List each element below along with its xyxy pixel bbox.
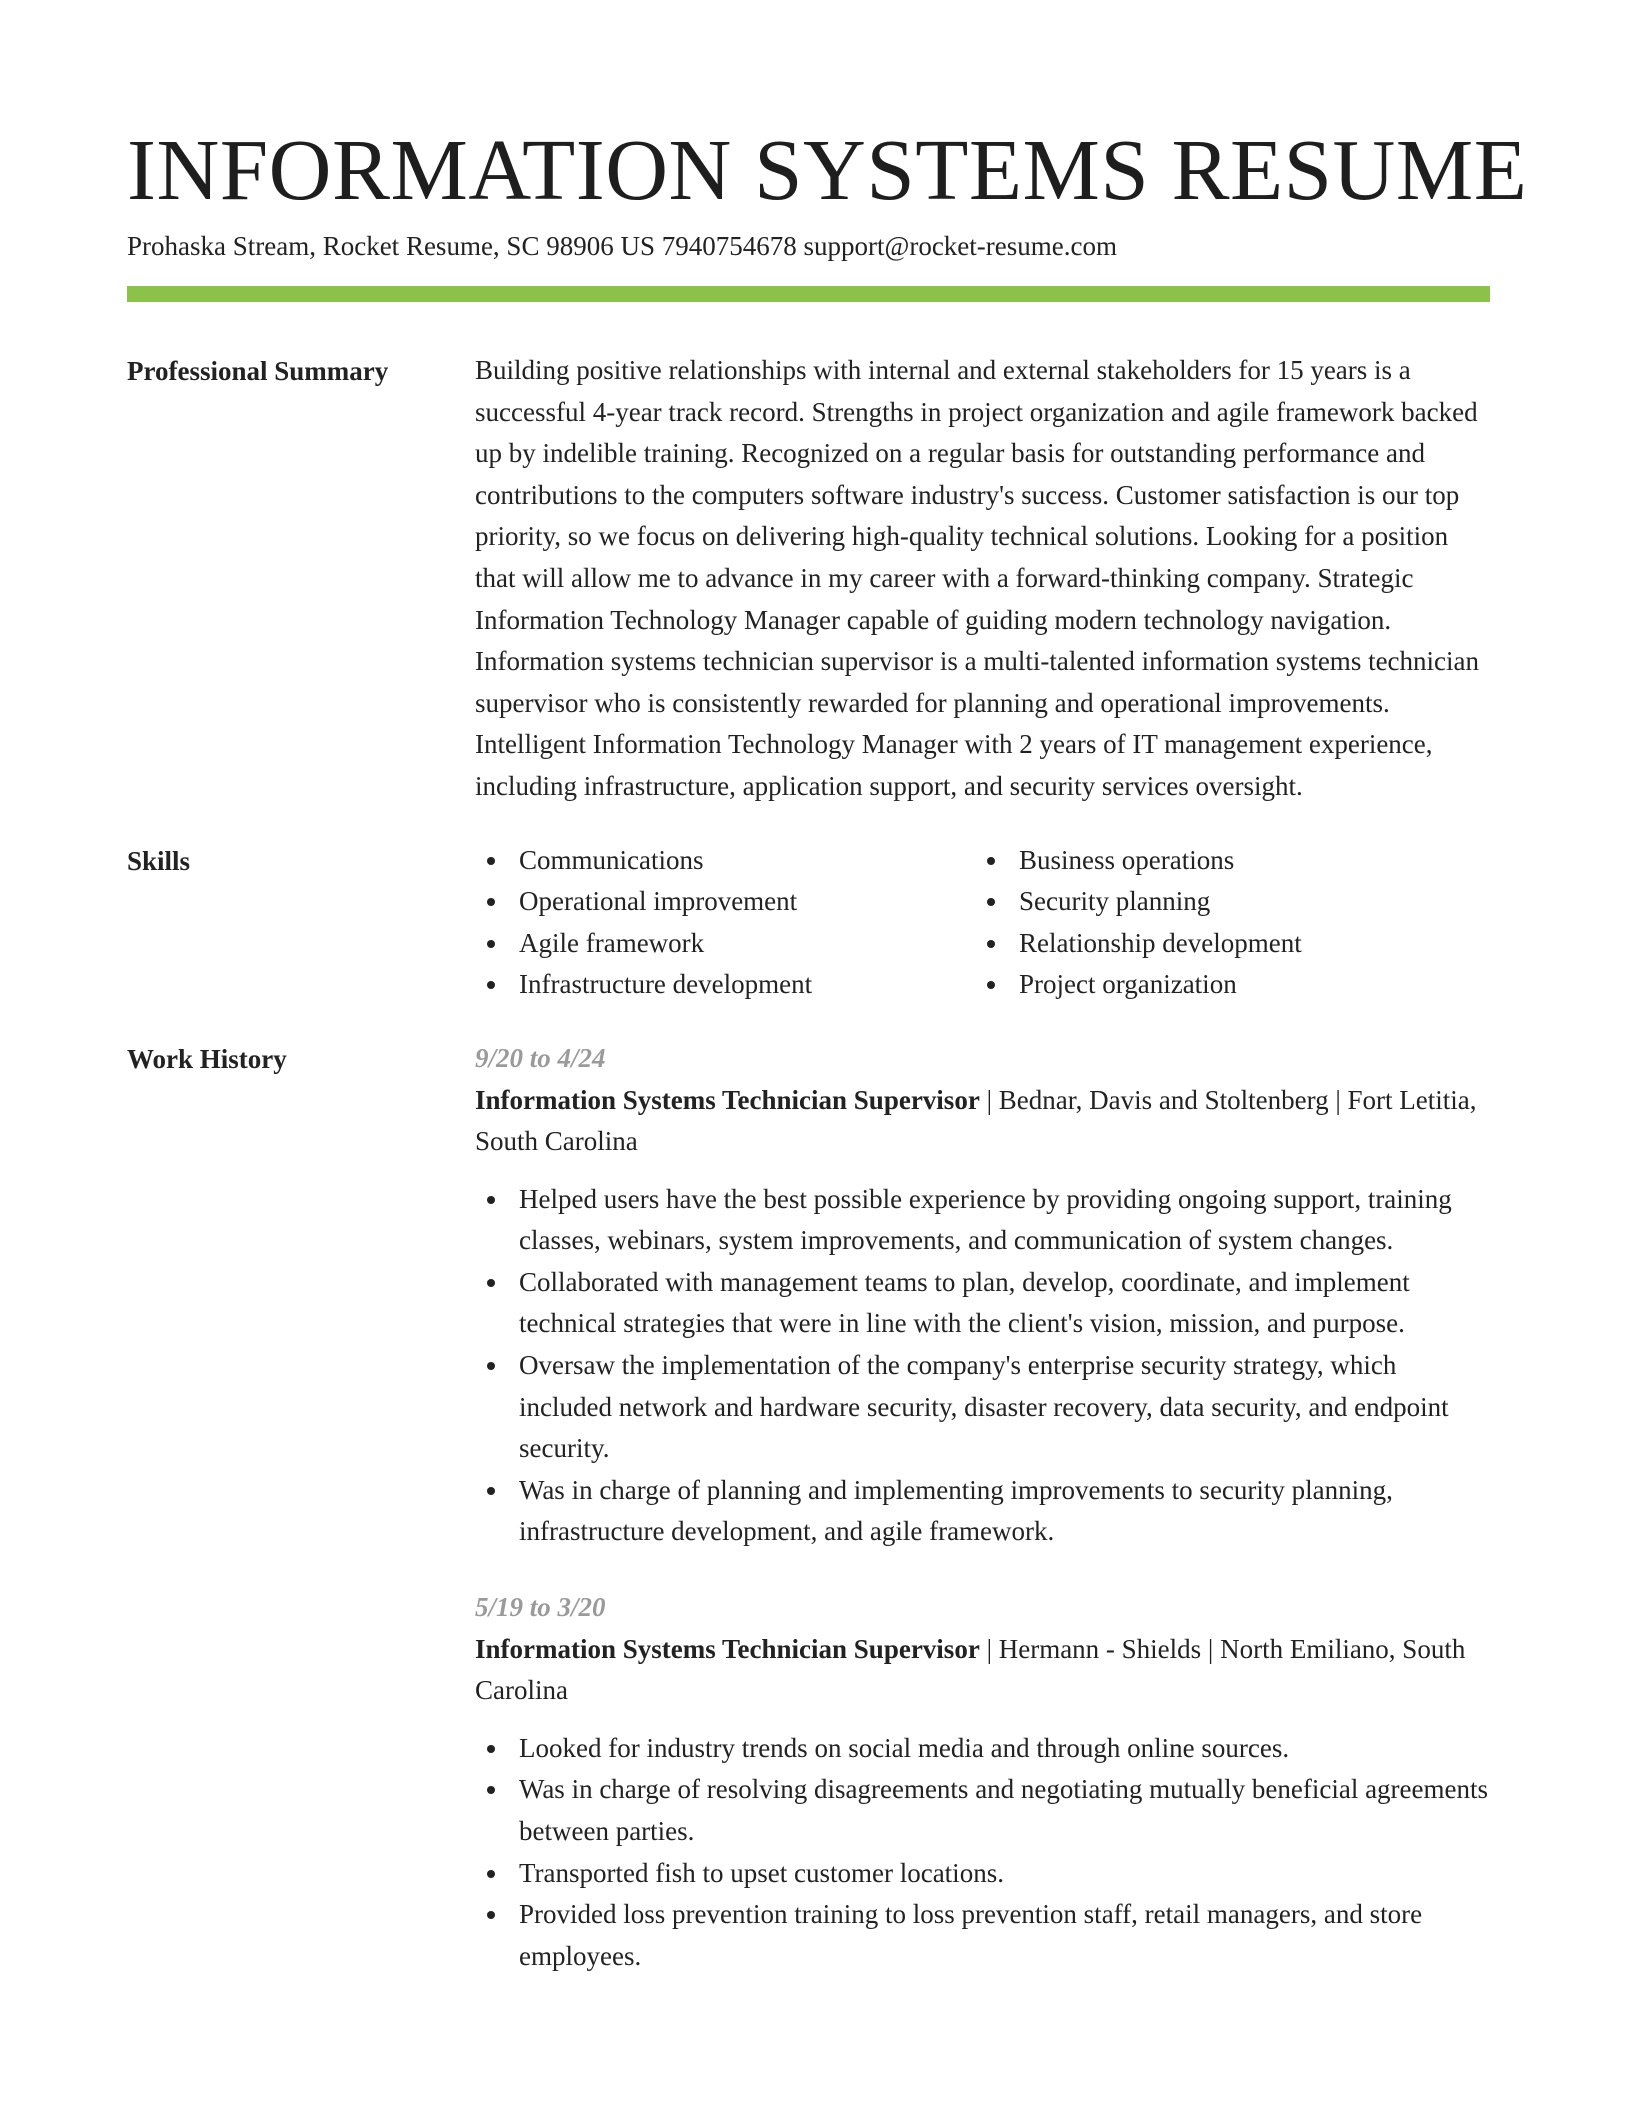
job-bullets [475,1728,1490,1978]
accent-divider [127,286,1490,302]
job-bullet: Was in charge of planning and implementing improvements to security planning, infrastructure development, and agile framework. [475,1470,1490,1553]
job-bullet: Collaborated with management teams to plan, develop, coordinate, and implement technical strategies that were in line with the client's vision, mission, and purpose. [475,1262,1490,1345]
job-entry [475,1038,1490,1553]
professional-summary-section [127,350,1490,808]
job-bullet: Looked for industry trends on social media and through online sources. [475,1728,1490,1770]
job-details: | Bednar, Davis and Stoltenberg | Fort Letitia, South Carolina [475,1084,1477,1157]
job-entry [475,1587,1490,1977]
contact-line: Prohaska Stream, Rocket Resume, SC 98906 US 7940754678 support@rocket-resume.com [127,231,1117,261]
skill-item: Security planning [975,881,1475,923]
job-dates: 5/19 to 3/20 [475,1592,606,1623]
resume-title: INFORMATION SYSTEMS RESUME [127,121,1528,218]
skills-grid [475,840,1490,1006]
skill-item: Infrastructure development [475,964,975,1006]
skill-item: Project organization [975,964,1475,1006]
job-bullets [475,1179,1490,1553]
work-history-section [127,1038,1490,1977]
job-dates: 9/20 to 4/24 [475,1042,606,1073]
job-bullet: Helped users have the best possible experience by providing ongoing support, training classes, webinars, system improvements, and communication of system changes. [475,1179,1490,1262]
skills-section [127,840,1490,1006]
job-bullet: Oversaw the implementation of the company's enterprise security strategy, which included network and hardware security, disaster recovery, data security, and endpoint security. [475,1345,1490,1470]
job-bullet: Provided loss prevention training to loss prevention staff, retail managers, and store employees. [475,1894,1490,1977]
resume-page [127,118,1528,1977]
skills-column-right [975,840,1475,1006]
section-label-skills: Skills [127,845,191,876]
skill-item: Relationship development [975,923,1475,965]
skill-item: Business operations [975,840,1475,882]
summary-text: Building positive relationships with internal and external stakeholders for 15 years is a successful 4-year track record. Strengths in project organization and agile framework backed up by indelible training. Recognized on a regular basis for outstanding performance and contributions to the computers software industry's success. Customer satisfaction is our top priority, so we focus on delivering high-quality technical solutions. Looking for a position that will allow me to advance in my career with a forward-thinking company. Strategic Information Technology Manager capable of guiding modern technology navigation. Information systems technician supervisor is a multi-talented information systems technician supervisor who is consistently rewarded for planning and operational improvements. Intelligent Information Technology Manager with 2 years of IT management experience, including infrastructure, application support, and security services oversight. [475,355,1480,801]
job-bullet: Transported fish to upset customer locations. [475,1853,1490,1895]
job-heading [475,1080,1490,1163]
skills-column-left [475,840,975,1006]
skill-item: Communications [475,840,975,882]
section-label-professional-summary: Professional Summary [127,356,389,386]
job-details: | Hermann - Shields | North Emiliano, South Carolina [475,1633,1466,1706]
skill-item: Agile framework [475,923,975,965]
job-title: Information Systems Technician Supervisor [475,1633,980,1664]
job-bullet: Was in charge of resolving disagreements and negotiating mutually beneficial agreements between parties. [475,1769,1490,1852]
job-title: Information Systems Technician Supervisor [475,1084,980,1115]
skill-item: Operational improvement [475,881,975,923]
section-label-work-history: Work History [127,1043,287,1074]
job-heading [475,1629,1490,1712]
